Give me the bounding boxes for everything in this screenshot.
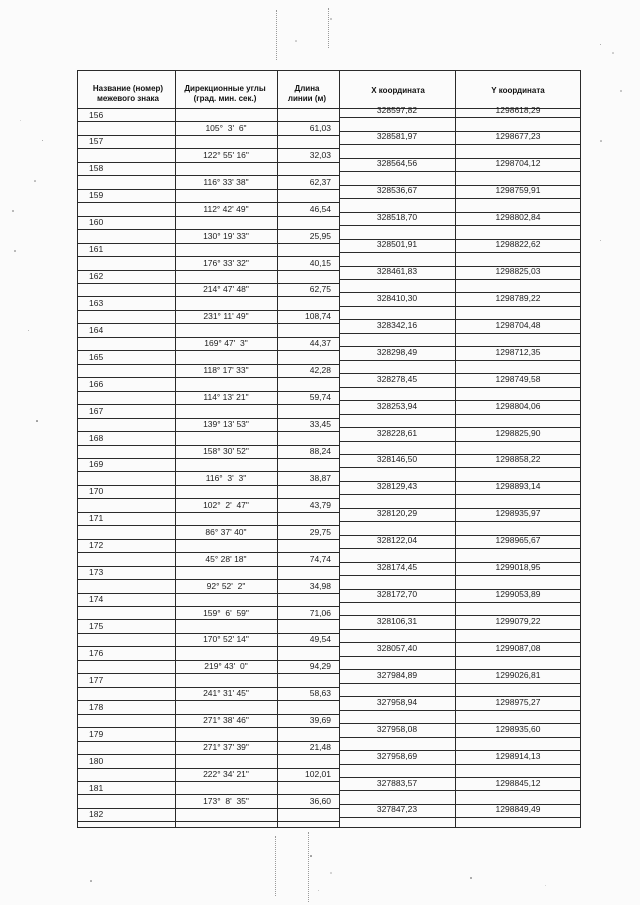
y-coordinate: 1298712,35: [495, 346, 541, 357]
boundary-mark-number: 182: [89, 809, 104, 820]
x-coordinate: 328536,67: [376, 185, 418, 196]
scan-speck: [36, 420, 38, 422]
scan-speck: [90, 880, 92, 882]
line-length: 59,74: [309, 392, 331, 403]
boundary-mark-number: 173: [89, 567, 104, 578]
boundary-mark-number: 175: [89, 620, 104, 631]
x-coordinate: 328228,61: [376, 427, 418, 438]
boundary-mark-number: 174: [89, 594, 104, 605]
row-rule: [339, 279, 581, 280]
boundary-mark-number: 162: [89, 271, 104, 282]
x-coordinate: 328057,40: [376, 642, 418, 653]
directional-angle: 222° 34' 21": [203, 769, 249, 780]
line-length: 44,37: [309, 338, 331, 349]
line-length: 38,87: [309, 472, 331, 483]
x-coordinate: 328106,31: [376, 615, 418, 626]
row-rule: [339, 333, 581, 334]
y-coordinate: 1298804,06: [495, 400, 541, 411]
boundary-mark-number: 156: [89, 109, 104, 120]
y-coordinate: 1298802,84: [495, 212, 541, 223]
line-length: 25,95: [309, 230, 331, 241]
x-coordinate: 328120,29: [376, 508, 418, 519]
row-rule: [339, 764, 581, 765]
directional-angle: 116° 33' 38": [203, 176, 249, 187]
scan-speck: [470, 877, 472, 879]
line-length: 94,29: [309, 661, 331, 672]
x-coordinate: 328174,45: [376, 562, 418, 573]
scan-speck: [14, 250, 16, 252]
x-coordinate: 328342,16: [376, 319, 418, 330]
directional-angle: 158° 30' 52": [203, 446, 249, 456]
row-rule: [339, 387, 581, 388]
directional-angle: 271° 37' 39": [203, 742, 249, 753]
scan-speck: [545, 885, 546, 886]
boundary-mark-number: 163: [89, 297, 104, 308]
boundary-mark-number: 158: [89, 163, 104, 174]
row-rule: [339, 548, 581, 549]
x-coordinate: 327984,89: [376, 669, 418, 680]
line-length: 74,74: [309, 553, 331, 564]
scan-speck: [295, 40, 297, 42]
row-rule: [339, 306, 581, 307]
y-coordinate: 1298704,12: [495, 158, 541, 169]
y-coordinate: 1298858,22: [495, 454, 541, 465]
y-coordinate: 1298749,58: [495, 373, 541, 384]
scan-speck: [600, 140, 602, 142]
scan-speck: [612, 52, 614, 54]
x-coordinate: 328278,45: [376, 373, 418, 384]
boundary-mark-number: 160: [89, 217, 104, 228]
line-length: 43,79: [309, 499, 331, 510]
boundary-mark-number: 164: [89, 324, 104, 335]
table-bottom-border: [77, 827, 581, 828]
line-length: 40,15: [309, 257, 331, 268]
row-rule: [339, 656, 581, 657]
directional-angle: 122° 55' 16": [203, 149, 249, 160]
row-rule: [339, 198, 581, 199]
row-rule: [339, 521, 581, 522]
scan-speck: [318, 890, 319, 891]
row-rule: [339, 441, 581, 442]
y-coordinate: 1298825,90: [495, 427, 541, 438]
scan-streak: [328, 8, 329, 48]
directional-angle: 173° 8' 35": [203, 795, 249, 806]
boundary-mark-number: 157: [89, 136, 104, 147]
boundary-mark-number: 177: [89, 674, 104, 685]
row-rule: [339, 494, 581, 495]
directional-angle: 231° 11' 49": [203, 311, 249, 322]
header-name: Название (номер) межевого знака: [92, 84, 164, 103]
line-length: 102,01: [305, 769, 331, 780]
row-rule: [339, 629, 581, 630]
y-coordinate: 1298849,49: [495, 804, 541, 815]
row-rule: [339, 575, 581, 576]
line-length: 21,48: [309, 742, 331, 753]
boundary-mark-number: 181: [89, 782, 104, 793]
x-coordinate: 327883,57: [376, 777, 418, 788]
directional-angle: 105° 3' 6": [205, 122, 247, 133]
scan-streak: [308, 832, 309, 902]
x-coordinate: 327958,94: [376, 696, 418, 707]
x-coordinate: 328501,91: [376, 239, 418, 250]
row-rule: [339, 252, 581, 253]
y-coordinate: 1298965,67: [495, 535, 541, 546]
scan-speck: [20, 120, 21, 121]
x-coordinate: 328146,50: [376, 454, 418, 465]
x-coordinate: 328122,04: [376, 535, 418, 546]
boundary-mark-number: 180: [89, 755, 104, 766]
row-rule: [339, 817, 581, 818]
line-length: 61,03: [309, 122, 331, 133]
boundary-mark-number: 167: [89, 405, 104, 416]
line-length: 62,75: [309, 284, 331, 295]
line-length: 46,54: [309, 203, 331, 214]
directional-angle: 116° 3' 3": [205, 472, 247, 483]
line-length: 108,74: [305, 311, 331, 322]
y-coordinate: 1298618,29: [495, 104, 541, 115]
directional-angle: 102° 2' 47": [203, 499, 249, 510]
y-coordinate: 1298825,03: [495, 266, 541, 277]
directional-angle: 86° 37' 40": [205, 526, 247, 537]
row-rule: [339, 467, 581, 468]
row-rule: [339, 710, 581, 711]
scan-speck: [42, 140, 43, 141]
boundary-mark-number: 176: [89, 647, 104, 658]
directional-angle: 169° 47' 3": [204, 338, 248, 349]
directional-angle: 159° 6' 59": [203, 607, 249, 618]
directional-angle: 176° 33' 32": [203, 257, 249, 268]
boundary-coordinates-table: [77, 70, 581, 828]
x-coordinate: 327847,23: [376, 804, 418, 815]
line-length: 32,03: [309, 149, 331, 160]
row-rule: [339, 225, 581, 226]
directional-angle: 130° 19' 33": [203, 230, 249, 241]
scan-speck: [330, 872, 332, 874]
scan-speck: [600, 240, 601, 241]
boundary-mark-number: 168: [89, 432, 104, 443]
y-coordinate: 1299026,81: [495, 669, 541, 680]
line-length: 42,28: [309, 365, 331, 376]
y-coordinate: 1299053,89: [495, 589, 541, 600]
directional-angle: 45° 28' 18": [205, 553, 247, 564]
column-rule: [455, 70, 456, 828]
directional-angle: 112° 42' 49": [203, 203, 249, 214]
scan-speck: [12, 210, 14, 212]
row-rule: [339, 790, 581, 791]
y-coordinate: 1298789,22: [495, 292, 541, 303]
x-coordinate: 328518,70: [376, 212, 418, 223]
directional-angle: 219° 43' 0": [204, 661, 248, 672]
row-rule: [339, 683, 581, 684]
boundary-mark-number: 159: [89, 190, 104, 201]
x-coordinate: 328253,94: [376, 400, 418, 411]
line-length: 36,60: [309, 795, 331, 806]
boundary-mark-number: 178: [89, 701, 104, 712]
directional-angle: 92° 52' 2": [206, 580, 246, 591]
scan-speck: [620, 90, 622, 92]
column-rule: [339, 70, 340, 828]
x-coordinate: 327958,08: [376, 723, 418, 734]
directional-angle: 118° 17' 33": [203, 365, 249, 376]
line-length: 39,69: [309, 715, 331, 726]
line-length: 49,54: [309, 634, 331, 645]
boundary-mark-number: 171: [89, 513, 104, 524]
y-coordinate: 1298677,23: [495, 131, 541, 142]
line-length: 71,06: [309, 607, 331, 618]
line-length: 88,24: [309, 446, 331, 456]
row-rule: [339, 414, 581, 415]
directional-angle: 170° 52' 14": [203, 634, 249, 645]
row-rule: [339, 171, 581, 172]
y-coordinate: 1298704,48: [495, 319, 541, 330]
x-coordinate: 328461,83: [376, 266, 418, 277]
line-length: 58,63: [309, 688, 331, 699]
x-coordinate: 327958,69: [376, 750, 418, 761]
x-coordinate: 328129,43: [376, 481, 418, 492]
y-coordinate: 1299087,08: [495, 642, 541, 653]
row-rule: [339, 737, 581, 738]
directional-angle: 114° 13' 21": [203, 392, 249, 403]
table-top-border: [77, 70, 581, 71]
line-length: 62,37: [309, 176, 331, 187]
y-coordinate: 1299018,95: [495, 562, 541, 573]
scan-streak: [276, 10, 277, 60]
row-rule: [339, 144, 581, 145]
y-coordinate: 1298914,13: [495, 750, 541, 761]
column-rule: [580, 70, 581, 828]
row-rule: [77, 821, 339, 822]
directional-angle: 214° 47' 48": [203, 284, 249, 295]
directional-angle: 139° 13' 53": [203, 419, 249, 430]
scan-speck: [28, 330, 29, 331]
y-coordinate: 1298822,62: [495, 239, 541, 250]
boundary-mark-number: 165: [89, 351, 104, 362]
y-coordinate: 1299079,22: [495, 615, 541, 626]
scan-speck: [310, 855, 312, 857]
directional-angle: 271° 38' 46": [203, 715, 249, 726]
row-rule: [339, 117, 581, 118]
x-coordinate: 328298,49: [376, 346, 418, 357]
row-rule: [339, 360, 581, 361]
boundary-mark-number: 172: [89, 540, 104, 551]
line-length: 34,98: [309, 580, 331, 591]
header-angle: Дирекционные углы (град. мин. сек.): [184, 84, 266, 103]
y-coordinate: 1298935,97: [495, 508, 541, 519]
boundary-mark-number: 161: [89, 244, 104, 255]
line-length: 29,75: [309, 526, 331, 537]
x-coordinate: 328172,70: [376, 589, 418, 600]
header-x-coordinate: X координата: [371, 86, 425, 95]
x-coordinate: 328410,30: [376, 292, 418, 303]
x-coordinate: 328597,82: [376, 104, 418, 115]
y-coordinate: 1298759,91: [495, 185, 541, 196]
directional-angle: 241° 31' 45": [203, 688, 249, 699]
x-coordinate: 328564,56: [376, 158, 418, 169]
row-rule: [339, 602, 581, 603]
boundary-mark-number: 170: [89, 486, 104, 497]
header-length: Длина линии (м): [287, 84, 327, 103]
x-coordinate: 328581,97: [376, 131, 418, 142]
boundary-mark-number: 166: [89, 378, 104, 389]
scan-speck: [600, 44, 601, 45]
scan-speck: [34, 180, 36, 182]
scan-streak: [275, 836, 276, 896]
boundary-mark-number: 179: [89, 728, 104, 739]
header-y-coordinate: Y координата: [491, 86, 545, 95]
line-length: 33,45: [309, 419, 331, 430]
y-coordinate: 1298975,27: [495, 696, 541, 707]
y-coordinate: 1298935,60: [495, 723, 541, 734]
boundary-mark-number: 169: [89, 459, 104, 470]
y-coordinate: 1298893,14: [495, 481, 541, 492]
y-coordinate: 1298845,12: [495, 777, 541, 788]
scan-speck: [330, 18, 332, 20]
